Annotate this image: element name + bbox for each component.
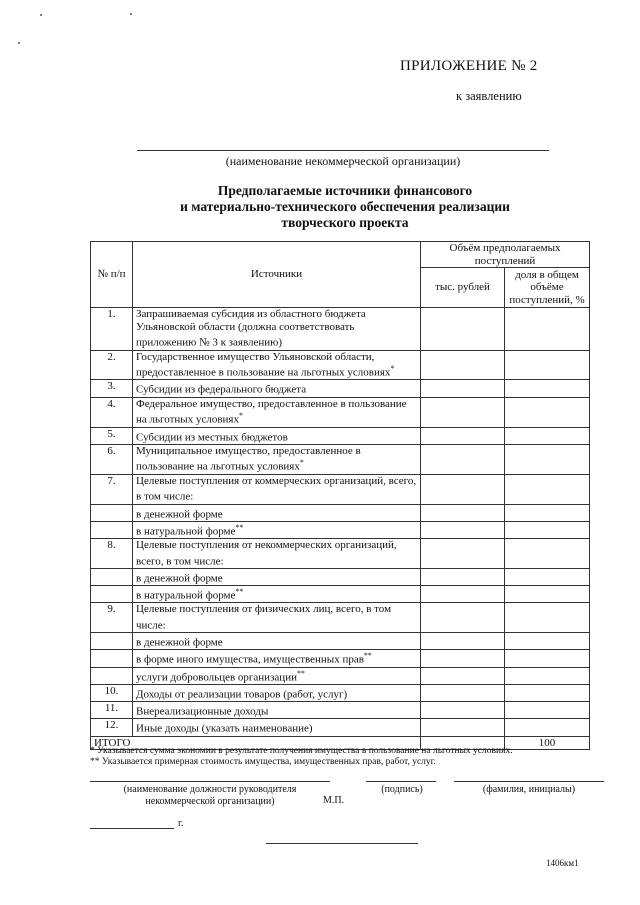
table-row: [91, 633, 590, 650]
row-percent-cell[interactable]: [505, 633, 590, 650]
row-source-text: в форме иного имущества, имущественных прав: [136, 654, 364, 667]
row-source: [133, 702, 421, 719]
row-amount-cell[interactable]: [421, 667, 505, 684]
row-source: [133, 586, 421, 603]
row-source-text: Федеральное имущество, предоставленное в пользование на льготных условиях: [136, 397, 407, 426]
document-code: 1406км1: [546, 858, 579, 868]
row-source: [133, 521, 421, 538]
table-row: [91, 702, 590, 719]
row-source-text: Целевые поступления от физических лиц, всего, в том числе:: [136, 603, 392, 632]
row-source: [133, 444, 421, 474]
row-amount-cell[interactable]: [421, 719, 505, 736]
sources-table: [90, 241, 590, 750]
row-amount-cell[interactable]: [421, 444, 505, 474]
row-percent-cell[interactable]: [505, 427, 590, 444]
total-percent: 100: [505, 736, 590, 750]
row-number: [91, 568, 133, 585]
org-name-caption: (наименование некоммерческой организации): [225, 154, 461, 168]
row-amount-cell[interactable]: [421, 308, 505, 350]
row-source: [133, 350, 421, 380]
row-source: [133, 380, 421, 397]
org-name-line: [137, 150, 549, 151]
table-row: [91, 427, 590, 444]
appendix-subtitle: к заявлению: [456, 89, 522, 103]
table-row: [91, 380, 590, 397]
table-row: [91, 603, 590, 633]
total-label: ИТОГО: [91, 736, 421, 750]
header-num: № п/п: [91, 242, 133, 308]
row-percent-cell[interactable]: [505, 539, 590, 569]
row-amount-cell[interactable]: [421, 380, 505, 397]
row-source: [133, 568, 421, 585]
row-source-text: услуги добровольцев организации: [136, 671, 297, 684]
row-amount-cell[interactable]: [421, 427, 505, 444]
row-amount-cell[interactable]: [421, 504, 505, 521]
row-source-text: Целевые поступления от некоммерческих организаций, всего, в том числе:: [136, 539, 397, 568]
row-number: 12.: [91, 719, 133, 736]
year-suffix: г.: [178, 818, 184, 829]
row-amount-cell[interactable]: [421, 586, 505, 603]
row-percent-cell[interactable]: [505, 308, 590, 350]
row-source-text: Муниципальное имущество, предоставленное в пользование на льготных условиях: [136, 444, 361, 474]
row-percent-cell[interactable]: [505, 650, 590, 667]
row-number: 5.: [91, 427, 133, 444]
table-row: [91, 397, 590, 427]
row-footnote-mark: **: [296, 668, 305, 678]
row-footnote-mark: *: [390, 364, 395, 374]
row-amount-cell[interactable]: [421, 474, 505, 504]
row-source-text: Субсидии из местных бюджетов: [136, 431, 288, 444]
row-source-text: в денежной форме: [136, 508, 223, 521]
document-title: [100, 183, 590, 231]
row-footnote-mark: **: [235, 522, 244, 532]
row-footnote-mark: **: [235, 587, 244, 597]
row-number: 8.: [91, 539, 133, 569]
title-line-1: Предполагаемые источники финансового: [217, 183, 473, 198]
row-amount-cell[interactable]: [421, 603, 505, 633]
row-percent-cell[interactable]: [505, 586, 590, 603]
row-amount-cell[interactable]: [421, 633, 505, 650]
row-number: 11.: [91, 702, 133, 719]
row-source-text: Субсидии из федерального бюджета: [136, 384, 307, 397]
row-source: [133, 603, 421, 633]
row-amount-cell[interactable]: [421, 702, 505, 719]
row-number: [91, 586, 133, 603]
table-row: [91, 474, 590, 504]
row-footnote-mark: **: [363, 651, 372, 661]
row-source-text: Целевые поступления от коммерческих организаций, всего, в том числе:: [136, 474, 417, 503]
row-percent-cell[interactable]: [505, 521, 590, 538]
signature-caption: (подпись): [381, 784, 423, 795]
row-number: [91, 521, 133, 538]
row-number: [91, 504, 133, 521]
row-amount-cell[interactable]: [421, 521, 505, 538]
row-source: [133, 719, 421, 736]
row-number: 6.: [91, 444, 133, 474]
row-number: [91, 667, 133, 684]
row-percent-cell[interactable]: [505, 397, 590, 427]
extra-line: [266, 843, 418, 844]
row-source-text: Запрашиваемая субсидия из областного бюджета Ульяновской области (должна соответствовать приложению № 3 к заявлению): [136, 308, 366, 350]
row-percent-cell[interactable]: [505, 719, 590, 736]
row-source: [133, 667, 421, 684]
row-footnote-mark: *: [299, 458, 304, 468]
row-percent-cell[interactable]: [505, 667, 590, 684]
row-footnote-mark: *: [238, 411, 243, 421]
row-source: [133, 633, 421, 650]
scan-speck: [40, 14, 42, 16]
row-source-text: Иные доходы (указать наименование): [136, 723, 313, 736]
table-row: [91, 539, 590, 569]
header-sources: Источники: [133, 242, 421, 308]
row-percent-cell[interactable]: [505, 444, 590, 474]
header-share: доля в общем объёме поступлений, %: [505, 268, 590, 308]
row-source-text: в натуральной форме: [136, 589, 236, 602]
row-amount-cell[interactable]: [421, 650, 505, 667]
row-number: [91, 633, 133, 650]
row-source: [133, 474, 421, 504]
row-percent-cell[interactable]: [505, 474, 590, 504]
table-row: [91, 521, 590, 538]
table-row: [91, 719, 590, 736]
row-percent-cell[interactable]: [505, 380, 590, 397]
name-caption: (фамилия, инициалы): [482, 784, 576, 795]
row-number: 7.: [91, 474, 133, 504]
position-caption: (наименование должности руководителя некоммерческой организации): [123, 784, 297, 807]
footnotes: [90, 746, 620, 768]
row-percent-cell[interactable]: [505, 350, 590, 380]
table-row: [91, 350, 590, 380]
row-percent-cell[interactable]: [505, 504, 590, 521]
stamp-label: М.П.: [323, 795, 345, 806]
row-source-text: в натуральной форме: [136, 525, 236, 538]
title-line-2: и материально-технического обеспечения реализации: [180, 199, 510, 214]
row-source: [133, 308, 421, 350]
table-row: [91, 650, 590, 667]
row-number: 4.: [91, 397, 133, 427]
row-number: 1.: [91, 308, 133, 350]
table-row: [91, 568, 590, 585]
footnote-1: * Указывается сумма экономии в результате получения имущества в пользование на льготных условиях.: [90, 746, 513, 756]
table-body: [91, 308, 590, 737]
row-source: [133, 427, 421, 444]
table-row: [91, 586, 590, 603]
row-source-text: в денежной форме: [136, 572, 223, 585]
position-line[interactable]: [90, 781, 330, 782]
row-number: [91, 650, 133, 667]
row-amount-cell[interactable]: [421, 350, 505, 380]
row-amount-cell[interactable]: [421, 397, 505, 427]
scan-speck: [130, 13, 132, 15]
row-amount-cell[interactable]: [421, 684, 505, 701]
table-row: [91, 444, 590, 474]
appendix-title: ПРИЛОЖЕНИЕ № 2: [400, 58, 538, 74]
row-amount-cell[interactable]: [421, 539, 505, 569]
row-number: 10.: [91, 684, 133, 701]
title-line-3: творческого проекта: [281, 215, 409, 230]
scan-speck: [18, 42, 20, 44]
header-volume: Объём предполагаемых поступлений: [421, 242, 590, 268]
row-source: [133, 684, 421, 701]
row-percent-cell[interactable]: [505, 684, 590, 701]
row-source: [133, 539, 421, 569]
table-row: [91, 504, 590, 521]
row-percent-cell[interactable]: [505, 702, 590, 719]
row-number: 2.: [91, 350, 133, 380]
row-source: [133, 504, 421, 521]
name-line[interactable]: [454, 781, 604, 782]
row-source-text: в денежной форме: [136, 636, 223, 649]
footnote-2: ** Указывается примерная стоимость имущества, имущественных прав, работ, услуг.: [90, 757, 436, 767]
row-source-text: Внереализационные доходы: [136, 705, 269, 718]
header-thousand-rub: тыс. рублей: [421, 268, 505, 308]
table-row: [91, 308, 590, 350]
signature-line[interactable]: [366, 781, 436, 782]
table-row: [91, 684, 590, 701]
table-row: [91, 667, 590, 684]
row-amount-cell[interactable]: [421, 568, 505, 585]
row-percent-cell[interactable]: [505, 603, 590, 633]
row-source-text: Доходы от реализации товаров (работ, услуг): [136, 688, 348, 701]
row-source: [133, 397, 421, 427]
row-number: 3.: [91, 380, 133, 397]
row-percent-cell[interactable]: [505, 568, 590, 585]
row-source: [133, 650, 421, 667]
row-source-text: Государственное имущество Ульяновской области, предоставленное в пользование на льготных условиях: [136, 350, 391, 379]
row-number: 9.: [91, 603, 133, 633]
date-line[interactable]: [90, 828, 174, 829]
